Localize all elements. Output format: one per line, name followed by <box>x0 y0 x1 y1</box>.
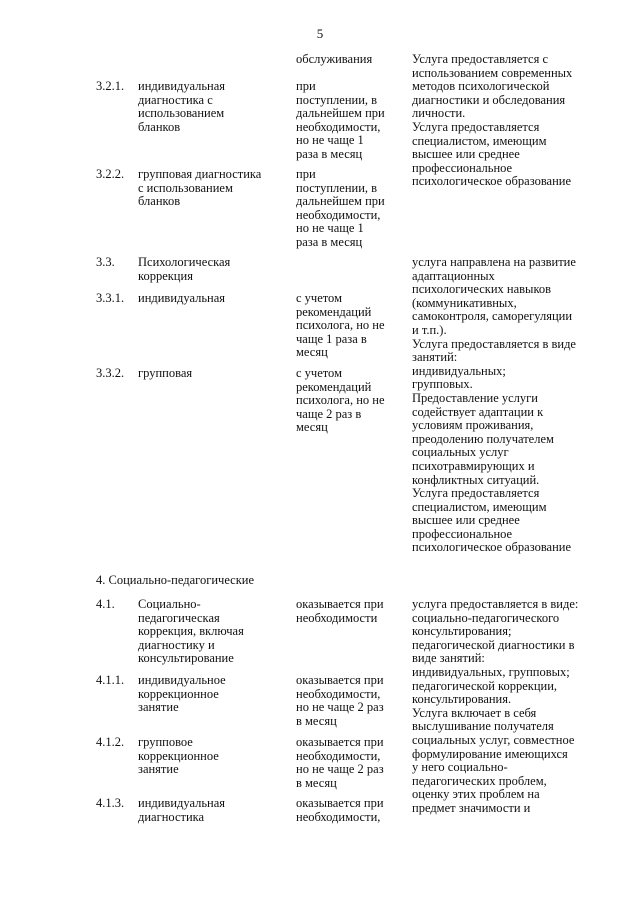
name-line: консультирование <box>138 651 234 666</box>
desc-line: предмет значимости и <box>412 800 531 815</box>
freq-line: обслуживания <box>296 52 373 66</box>
desc-line: индивидуальных; <box>412 363 506 378</box>
freq-line: дальнейшем при <box>296 106 385 121</box>
service-name-cell <box>138 168 261 209</box>
desc-line: профессиональное <box>412 160 513 175</box>
name-line: бланков <box>138 194 181 209</box>
row-number: 3.2.2. <box>96 167 125 181</box>
name-line: с использованием <box>138 180 233 195</box>
desc-line: и т.п.). <box>412 322 447 337</box>
desc-line: оценку этих проблем на <box>412 787 540 802</box>
desc-line: психологическое образование <box>412 174 572 189</box>
desc-line: занятий: <box>412 350 458 365</box>
freq-line: месяц <box>296 345 328 360</box>
desc-line: виде занятий: <box>412 651 485 666</box>
desc-line: Услуга предоставляется с <box>412 52 548 66</box>
desc-line: профессиональное <box>412 526 513 541</box>
frequency-cell <box>296 168 385 250</box>
freq-line: оказывается при <box>296 796 384 810</box>
freq-line: необходимости, <box>296 809 381 824</box>
freq-line: но не чаще 1 <box>296 221 364 236</box>
service-name-cell <box>138 367 192 381</box>
name-line: коррекция, включая <box>138 624 244 639</box>
top-frequency-cell <box>296 53 372 67</box>
frequency-cell <box>296 292 385 360</box>
freq-line: чаще 2 раз в <box>296 406 362 421</box>
frequency-cell <box>296 674 384 728</box>
freq-line: поступлении, в <box>296 180 378 195</box>
freq-line: при <box>296 79 316 93</box>
desc-line: психологических навыков <box>412 282 552 297</box>
name-line: бланков <box>138 119 181 134</box>
name-line: индивидуальное <box>138 673 226 687</box>
desc-line: Услуга предоставляется <box>412 119 540 134</box>
desc-line: психотравмирующих и <box>412 458 535 473</box>
desc-line: консультирования. <box>412 692 512 707</box>
freq-line: при <box>296 167 316 181</box>
frequency-cell <box>296 367 385 435</box>
name-line: занятие <box>138 762 179 777</box>
freq-line: но не чаще 2 раз <box>296 762 384 777</box>
desc-line: условиям проживания, <box>412 418 534 433</box>
row-number: 3.3.1. <box>96 291 125 305</box>
row-number: 4.1.3. <box>96 796 125 810</box>
desc-line: психологическое образование <box>412 540 572 555</box>
desc-line: преодолению получателем <box>412 431 554 446</box>
desc-line: содействует адаптации к <box>412 404 544 419</box>
desc-line: выслушивание получателя <box>412 719 554 734</box>
desc-line: консультирования; <box>412 624 512 639</box>
row-number: 4.1. <box>96 597 115 611</box>
service-name-cell <box>138 598 244 666</box>
name-line: коррекция <box>138 268 193 283</box>
name-line: диагностика <box>138 809 205 824</box>
name-line: Социально- <box>138 597 201 611</box>
desc-line: индивидуальных, групповых; <box>412 664 570 679</box>
name-line: педагогическая <box>138 610 220 625</box>
description-cell <box>412 53 572 189</box>
desc-line: Предоставление услуги <box>412 390 538 405</box>
desc-line: диагностики и обследования <box>412 92 566 107</box>
row-number: 4.1.1. <box>96 673 125 687</box>
desc-line: высшее или среднее <box>412 147 520 162</box>
freq-line: необходимости, <box>296 686 381 701</box>
freq-line: но не чаще 2 раз <box>296 700 384 715</box>
freq-line: рекомендаций <box>296 379 372 394</box>
freq-line: месяц <box>296 420 328 435</box>
freq-line: но не чаще 1 <box>296 133 364 148</box>
freq-line: необходимости, <box>296 207 381 222</box>
row-number: 3.2.1. <box>96 79 125 93</box>
desc-line: педагогической коррекции, <box>412 678 558 693</box>
desc-line: Услуга предоставляется в виде <box>412 336 576 351</box>
page-number: 5 <box>316 26 324 41</box>
service-name-cell <box>138 80 225 134</box>
row-number: 3.3.2. <box>96 366 125 380</box>
service-name-cell <box>138 736 219 777</box>
section-heading: 4. Социально-педагогические <box>96 573 255 587</box>
desc-line: конфликтных ситуаций. <box>412 472 540 487</box>
name-line: Психологическая <box>138 255 231 269</box>
freq-line: в месяц <box>296 713 337 728</box>
description-cell <box>412 598 578 816</box>
desc-line: педагогических проблем, <box>412 773 547 788</box>
freq-line: оказывается при <box>296 673 384 687</box>
desc-line: методов психологической <box>412 79 550 94</box>
desc-line: использованием современных <box>412 65 573 80</box>
frequency-cell <box>296 797 384 824</box>
freq-line: психолога, но не <box>296 318 385 333</box>
desc-line: адаптационных <box>412 268 495 283</box>
name-line: индивидуальная <box>138 796 226 810</box>
desc-line: Услуга включает в себя <box>412 705 537 720</box>
freq-line: поступлении, в <box>296 92 378 107</box>
desc-line: высшее или среднее <box>412 513 520 528</box>
desc-line: личности. <box>412 106 466 121</box>
freq-line: необходимости <box>296 610 378 625</box>
desc-line: групповых. <box>412 377 473 392</box>
name-line: групповая <box>138 366 193 380</box>
desc-line: самоконтроля, саморегуляции <box>412 309 573 324</box>
desc-line: специалистом, имеющим <box>412 133 547 148</box>
name-line: групповое <box>138 735 193 749</box>
name-line: диагностика с <box>138 92 213 107</box>
freq-line: рекомендаций <box>296 304 372 319</box>
service-name-cell <box>138 674 226 715</box>
freq-line: в месяц <box>296 775 337 790</box>
name-line: индивидуальная <box>138 291 226 305</box>
freq-line: дальнейшем при <box>296 194 385 209</box>
name-line: использованием <box>138 106 225 121</box>
desc-line: у него социально- <box>412 760 508 775</box>
desc-line: социально-педагогического <box>412 610 560 625</box>
row-number: 4.1.2. <box>96 735 125 749</box>
desc-line: социальных услуг, совместное <box>412 732 575 747</box>
freq-line: чаще 1 раза в <box>296 331 367 346</box>
desc-line: услуга направлена на развитие <box>412 255 576 269</box>
desc-line: услуга предоставляется в виде: <box>412 597 579 611</box>
service-name-cell <box>138 292 225 306</box>
name-line: индивидуальная <box>138 79 226 93</box>
desc-line: формулирование имеющихся <box>412 746 568 761</box>
desc-line: специалистом, имеющим <box>412 499 547 514</box>
freq-line: необходимости, <box>296 748 381 763</box>
frequency-cell <box>296 598 384 625</box>
freq-line: необходимости, <box>296 119 381 134</box>
desc-line: (коммуникативных, <box>412 295 517 310</box>
frequency-cell <box>296 736 384 790</box>
freq-line: психолога, но не <box>296 393 385 408</box>
desc-line: социальных услуг <box>412 445 509 460</box>
name-line: коррекционное <box>138 748 219 763</box>
freq-line: раза в месяц <box>296 234 363 249</box>
freq-line: раза в месяц <box>296 146 363 161</box>
freq-line: с учетом <box>296 291 342 305</box>
row-number: 3.3. <box>96 255 115 269</box>
name-line: групповая диагностика <box>138 167 262 181</box>
description-cell <box>412 256 576 555</box>
freq-line: с учетом <box>296 366 342 380</box>
desc-line: Услуга предоставляется <box>412 486 540 501</box>
name-line: занятие <box>138 700 179 715</box>
desc-line: педагогической диагностики в <box>412 637 575 652</box>
service-name-cell <box>138 256 230 283</box>
name-line: диагностику и <box>138 637 215 652</box>
freq-line: оказывается при <box>296 597 384 611</box>
service-name-cell <box>138 797 225 824</box>
freq-line: оказывается при <box>296 735 384 749</box>
frequency-cell <box>296 80 385 162</box>
name-line: коррекционное <box>138 686 219 701</box>
